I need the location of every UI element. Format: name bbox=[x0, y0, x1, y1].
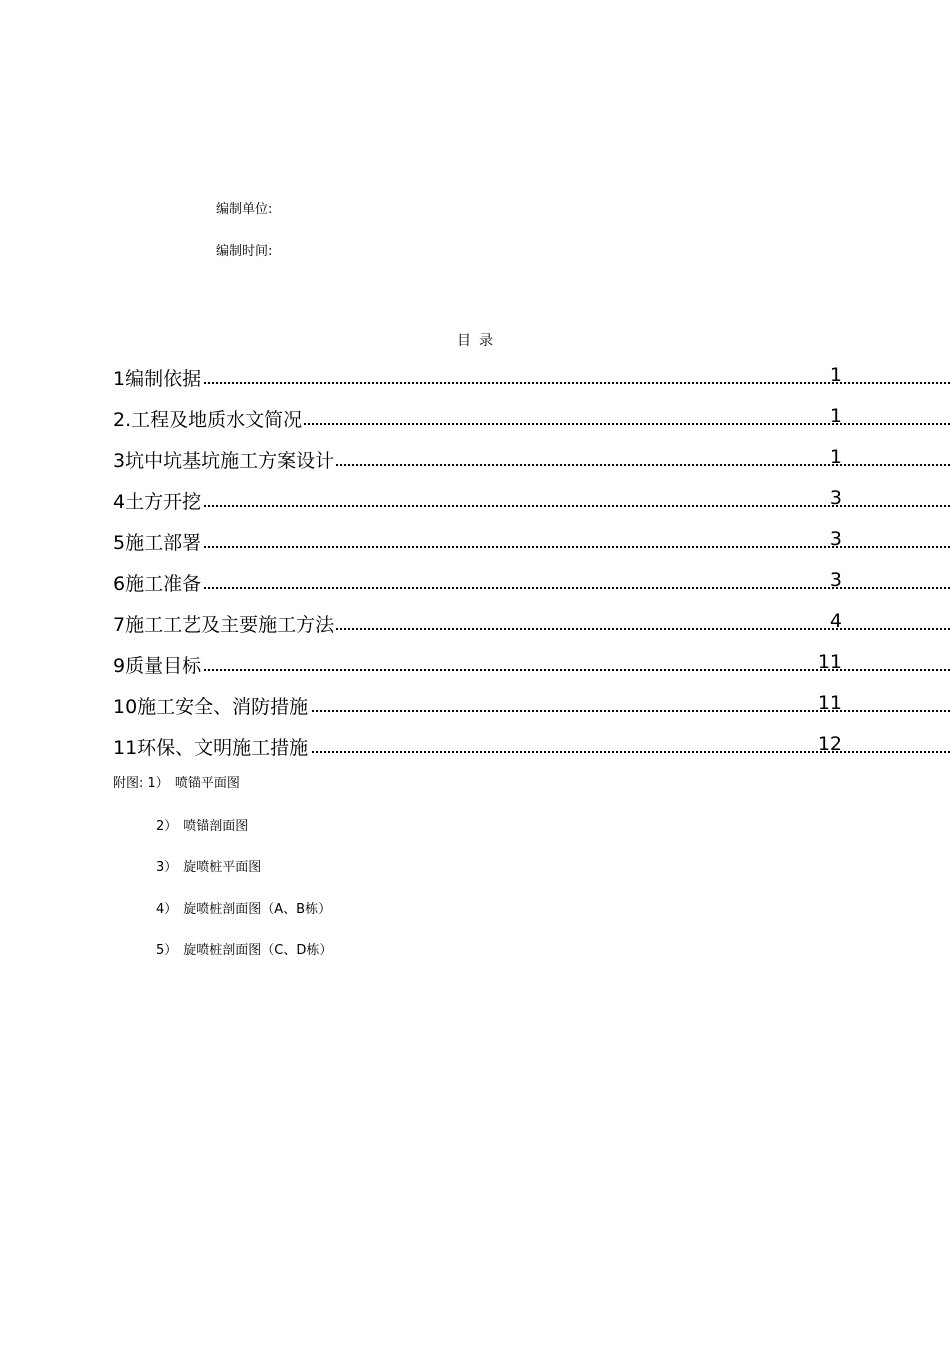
appendix-item-label: 旋喷桩剖面图（C、D栋） bbox=[183, 943, 333, 958]
toc-entry-page: 1 bbox=[829, 446, 842, 468]
toc-entry-label: 3坑中坑基坑施工方案设计 bbox=[113, 446, 336, 473]
toc-entry-label: 5施工部署 bbox=[113, 528, 203, 555]
toc-entry[interactable] bbox=[113, 444, 950, 485]
appendix-item-number: 4） bbox=[156, 902, 178, 917]
toc-entry[interactable] bbox=[113, 608, 950, 649]
toc-title: 目录 bbox=[457, 333, 501, 349]
appendix-item bbox=[156, 902, 331, 918]
appendix-item-label: 旋喷桩平面图 bbox=[183, 860, 262, 875]
toc-list bbox=[113, 362, 950, 772]
toc-entry[interactable] bbox=[113, 649, 950, 690]
toc-entry[interactable] bbox=[113, 526, 950, 567]
appendix-item bbox=[113, 776, 240, 792]
toc-entry[interactable] bbox=[113, 567, 950, 608]
toc-entry-page: 11 bbox=[817, 692, 842, 714]
toc-dot-leader bbox=[113, 587, 950, 589]
toc-entry-page: 12 bbox=[817, 733, 842, 755]
toc-dot-leader bbox=[113, 546, 950, 548]
appendix-item-number: 3） bbox=[156, 860, 178, 875]
toc-entry-label: 1编制依据 bbox=[113, 364, 203, 391]
toc-entry-label: 6施工准备 bbox=[113, 569, 203, 596]
toc-entry[interactable] bbox=[113, 731, 950, 772]
appendix-item bbox=[156, 860, 261, 876]
toc-dot-leader bbox=[113, 382, 950, 384]
appendix-item-label: 喷锚平面图 bbox=[174, 776, 240, 791]
appendix-item bbox=[156, 943, 332, 959]
toc-entry[interactable] bbox=[113, 403, 950, 444]
toc-entry-page: 3 bbox=[829, 569, 842, 591]
appendix-lead: 附图: bbox=[113, 776, 144, 791]
toc-entry-label: 9质量目标 bbox=[113, 651, 203, 678]
appendix-item-number: 5） bbox=[156, 943, 178, 958]
toc-entry-page: 1 bbox=[829, 364, 842, 386]
toc-entry-page: 4 bbox=[829, 610, 842, 632]
toc-entry[interactable] bbox=[113, 690, 950, 731]
toc-entry-page: 3 bbox=[829, 528, 842, 550]
toc-dot-leader bbox=[113, 505, 950, 507]
appendix-item bbox=[156, 819, 248, 835]
compiling-unit-label: 编制单位: bbox=[216, 202, 273, 217]
toc-entry[interactable] bbox=[113, 362, 950, 403]
toc-entry-page: 3 bbox=[829, 487, 842, 509]
toc-entry-label: 2.工程及地质水文简况 bbox=[113, 405, 304, 432]
appendix-item-number: 2） bbox=[156, 819, 178, 834]
appendix-item-label: 喷锚剖面图 bbox=[183, 819, 249, 834]
toc-entry-label: 4土方开挖 bbox=[113, 487, 203, 514]
appendix-item-number: 1） bbox=[147, 776, 169, 791]
toc-entry[interactable] bbox=[113, 485, 950, 526]
appendix-item-label: 旋喷桩剖面图（A、B栋） bbox=[183, 902, 332, 917]
toc-entry-page: 1 bbox=[829, 405, 842, 427]
toc-entry-label: 10施工安全、消防措施 bbox=[113, 692, 310, 719]
toc-entry-label: 11环保、文明施工措施 bbox=[113, 733, 310, 760]
toc-entry-label: 7施工工艺及主要施工方法 bbox=[113, 610, 336, 637]
toc-entry-page: 11 bbox=[817, 651, 842, 673]
compiling-time-label: 编制时间: bbox=[216, 244, 273, 259]
